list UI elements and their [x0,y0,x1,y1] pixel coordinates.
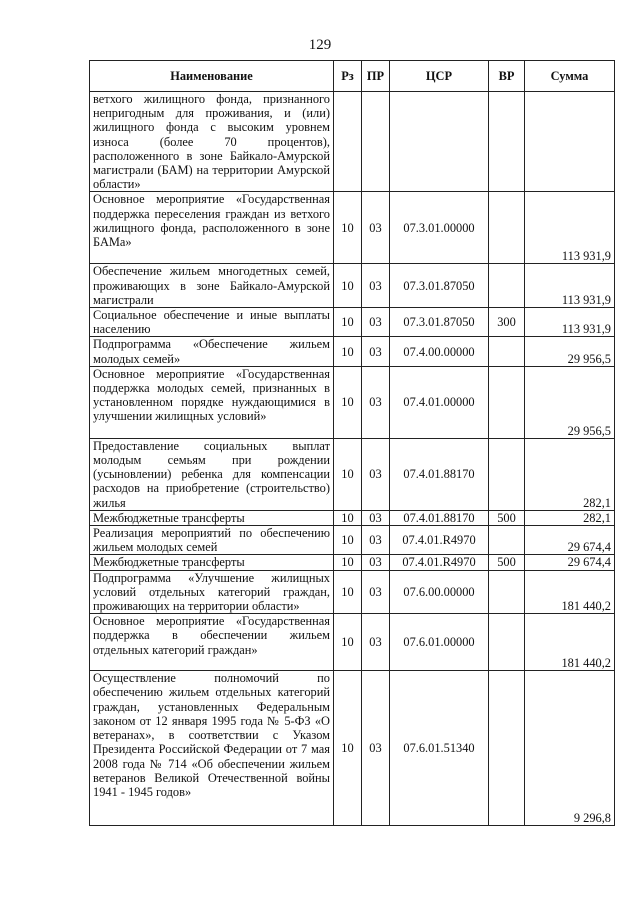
cell-pr: 03 [362,570,390,614]
cell-sum: 29 674,4 [525,555,615,570]
cell-sum: 9 296,8 [525,671,615,826]
cell-vr [489,438,525,510]
cell-sum: 113 931,9 [525,308,615,337]
cell-pr: 03 [362,526,390,555]
table-row [90,671,615,826]
cell-csr: 07.4.01.88170 [390,510,489,525]
table-row [90,510,615,525]
cell-rz: 10 [334,555,362,570]
page-number: 129 [308,37,332,53]
cell-sum: 29 956,5 [525,366,615,438]
cell-vr [489,614,525,671]
cell-pr: 03 [362,510,390,525]
cell-rz: 10 [334,570,362,614]
cell-csr: 07.3.01.87050 [390,308,489,337]
cell-name: Обеспечение жильем многодетных семей, проживающих в зоне Байкало-Амурской магистрали [90,264,334,308]
header-vr: ВР [489,61,525,92]
cell-csr: 07.6.01.51340 [390,671,489,826]
cell-rz: 10 [334,671,362,826]
cell-rz: 10 [334,526,362,555]
cell-pr: 03 [362,671,390,826]
table-row [90,192,615,264]
cell-csr: 07.4.01.R4970 [390,526,489,555]
cell-sum: 29 674,4 [525,526,615,555]
cell-csr: 07.6.01.00000 [390,614,489,671]
cell-rz: 10 [334,366,362,438]
table-row [90,570,615,614]
table-row [90,438,615,510]
cell-vr: 300 [489,308,525,337]
cell-name: Реализация мероприятий по обеспечению жильем молодых семей [90,526,334,555]
cell-rz: 10 [334,614,362,671]
table-row [90,526,615,555]
cell-vr: 500 [489,510,525,525]
cell-pr: 03 [362,192,390,264]
table-row [90,366,615,438]
table-row [90,555,615,570]
table-row [90,614,615,671]
cell-sum: 181 440,2 [525,614,615,671]
cell-csr: 07.4.01.R4970 [390,555,489,570]
cell-rz: 10 [334,264,362,308]
cell-rz: 10 [334,337,362,366]
header-name: Наименование [90,61,334,92]
cell-name: Осуществление полномочий по обеспечению жильем отдельных категорий граждан, установленных Федеральным законом от 12 января 1995 года № 5-ФЗ «О ветеранах», в соответствии с Указом Президента Российской Федерации от 7 мая 2008 года № 714 «Об обеспечении жильем ветеранов Великой Отечественной войны 1941 - 1945 годов» [90,671,334,826]
cell-rz: 10 [334,308,362,337]
cell-sum: 282,1 [525,438,615,510]
cell-csr: 07.4.01.00000 [390,366,489,438]
cell-csr: 07.4.00.00000 [390,337,489,366]
cell-pr: 03 [362,337,390,366]
table-row [90,264,615,308]
cell-csr [390,92,489,192]
cell-vr [489,337,525,366]
cell-vr [489,192,525,264]
cell-name: Подпрограмма «Улучшение жилищных условий отдельных категорий граждан, проживающих на территории области» [90,570,334,614]
cell-pr [362,92,390,192]
cell-name: Основное мероприятие «Государственная поддержка переселения граждан из ветхого жилищного фонда, расположенного в зоне БАМа» [90,192,334,264]
cell-vr [489,570,525,614]
cell-sum [525,92,615,192]
cell-name: Основное мероприятие «Государственная поддержка молодых семей, признанных в установленном порядке нуждающимися в улучшении жилищных условий» [90,366,334,438]
cell-rz: 10 [334,438,362,510]
table-row [90,308,615,337]
header-sum: Сумма [525,61,615,92]
header-pr: ПР [362,61,390,92]
cell-vr [489,92,525,192]
cell-name: Предоставление социальных выплат молодым семьям при рождении (усыновлении) ребенка для компенсации расходов на приобретение (строительство) жилья [90,438,334,510]
table-row [90,92,615,192]
cell-name: Межбюджетные трансферты [90,510,334,525]
cell-sum: 181 440,2 [525,570,615,614]
cell-vr [489,366,525,438]
cell-name: ветхого жилищного фонда, признанного непригодным для проживания, и (или) жилищного фонда с высоким уровнем износа (более 70 процентов), расположенного в зоне Байкало-Амурской магистрали (БАМ) на территории Амурской области» [90,92,334,192]
cell-rz [334,92,362,192]
cell-vr [489,264,525,308]
cell-pr: 03 [362,614,390,671]
cell-csr: 07.3.01.00000 [390,192,489,264]
cell-sum: 282,1 [525,510,615,525]
cell-pr: 03 [362,264,390,308]
cell-pr: 03 [362,438,390,510]
cell-name: Социальное обеспечение и иные выплаты населению [90,308,334,337]
cell-csr: 07.6.00.00000 [390,570,489,614]
cell-vr: 500 [489,555,525,570]
table-row [90,337,615,366]
cell-pr: 03 [362,366,390,438]
cell-sum: 29 956,5 [525,337,615,366]
cell-sum: 113 931,9 [525,192,615,264]
cell-rz: 10 [334,510,362,525]
cell-rz: 10 [334,192,362,264]
cell-pr: 03 [362,555,390,570]
header-rz: Рз [334,61,362,92]
cell-csr: 07.3.01.87050 [390,264,489,308]
budget-table [89,60,615,826]
cell-pr: 03 [362,308,390,337]
cell-vr [489,671,525,826]
cell-csr: 07.4.01.88170 [390,438,489,510]
cell-sum: 113 931,9 [525,264,615,308]
cell-vr [489,526,525,555]
cell-name: Межбюджетные трансферты [90,555,334,570]
header-row [90,61,615,92]
cell-name: Подпрограмма «Обеспечение жильем молодых семей» [90,337,334,366]
cell-name: Основное мероприятие «Государственная поддержка в обеспечении жильем отдельных категорий граждан» [90,614,334,671]
header-csr: ЦСР [390,61,489,92]
